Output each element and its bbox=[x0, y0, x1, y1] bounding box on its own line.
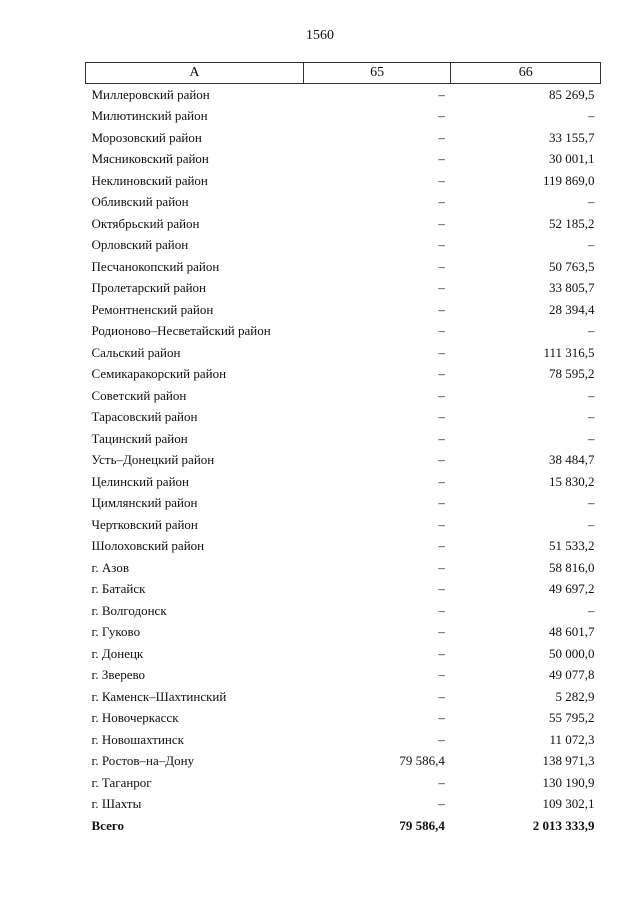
row-value-66: – bbox=[588, 387, 595, 403]
row-value-65: – bbox=[438, 387, 445, 403]
row-value-65: – bbox=[438, 172, 445, 188]
table-row bbox=[86, 106, 601, 128]
table-row bbox=[86, 127, 601, 149]
row-name: Тарасовский район bbox=[91, 409, 198, 425]
row-value-65: – bbox=[438, 452, 445, 468]
row-value-66: 15 830,2 bbox=[549, 473, 595, 489]
table-row bbox=[86, 149, 601, 171]
table-row bbox=[86, 299, 601, 321]
row-value-65: – bbox=[438, 473, 445, 489]
row-value-65: – bbox=[438, 280, 445, 296]
table-row bbox=[86, 428, 601, 450]
row-value-65: – bbox=[438, 430, 445, 446]
row-name: г. Новошахтинск bbox=[91, 731, 184, 747]
table-row bbox=[86, 364, 601, 386]
row-value-66: 78 595,2 bbox=[549, 366, 595, 382]
row-name: г. Гуково bbox=[91, 624, 141, 640]
table-row bbox=[86, 84, 601, 106]
row-value-66: 55 795,2 bbox=[549, 710, 595, 726]
row-value-66: – bbox=[588, 409, 595, 425]
row-value-65: – bbox=[438, 151, 445, 167]
row-value-66: – bbox=[588, 237, 595, 253]
row-name: Цимлянский район bbox=[91, 495, 198, 511]
row-name: г. Батайск bbox=[91, 581, 146, 597]
row-name: Мясниковский район bbox=[91, 151, 209, 167]
row-value-66: 85 269,5 bbox=[549, 86, 595, 102]
row-name: г. Азов bbox=[91, 559, 129, 575]
table-row bbox=[86, 665, 601, 687]
table-row bbox=[86, 794, 601, 816]
row-name: Сальский район bbox=[91, 344, 181, 360]
row-value-66: 109 302,1 bbox=[542, 796, 595, 812]
row-value-65: – bbox=[438, 796, 445, 812]
row-value-65: – bbox=[438, 731, 445, 747]
row-name: г. Ростов–на–Дону bbox=[91, 753, 195, 769]
row-value-66: 58 816,0 bbox=[549, 559, 595, 575]
row-value-66: 111 316,5 bbox=[543, 344, 595, 360]
row-name: Орловский район bbox=[91, 237, 189, 253]
row-value-66: 119 869,0 bbox=[542, 172, 595, 188]
table-row bbox=[86, 278, 601, 300]
table-row bbox=[86, 213, 601, 235]
row-value-65: – bbox=[438, 86, 445, 102]
table-row bbox=[86, 407, 601, 429]
row-value-66: 5 282,9 bbox=[555, 688, 595, 704]
table-row bbox=[86, 235, 601, 257]
row-name: Морозовский район bbox=[91, 129, 202, 145]
table-row bbox=[86, 686, 601, 708]
table-row bbox=[86, 751, 601, 773]
row-value-66: – bbox=[588, 430, 595, 446]
table-row bbox=[86, 450, 601, 472]
row-name: Милютинский район bbox=[91, 108, 208, 124]
row-value-66: 33 155,7 bbox=[549, 129, 595, 145]
row-name: Неклиновский район bbox=[91, 172, 208, 188]
table-row bbox=[86, 385, 601, 407]
row-name: Ремонтненский район bbox=[91, 301, 214, 317]
row-name: Семикаракорский район bbox=[91, 366, 227, 382]
row-value-65: – bbox=[438, 645, 445, 661]
row-value-65: – bbox=[438, 602, 445, 618]
table-row bbox=[86, 536, 601, 558]
table-row bbox=[86, 493, 601, 515]
row-name: Чертковский район bbox=[91, 516, 198, 532]
row-value-65: – bbox=[438, 710, 445, 726]
table-row bbox=[86, 514, 601, 536]
row-value-65: – bbox=[438, 258, 445, 274]
table-row bbox=[86, 600, 601, 622]
row-value-65: – bbox=[438, 366, 445, 382]
row-value-65: 79 586,4 bbox=[399, 817, 445, 833]
row-name: Пролетарский район bbox=[91, 280, 207, 296]
table-row bbox=[86, 342, 601, 364]
row-value-66: 138 971,3 bbox=[542, 753, 595, 769]
row-value-66: 11 072,3 bbox=[549, 731, 595, 747]
row-name: г. Новочеркасск bbox=[91, 710, 179, 726]
row-name: г. Каменск–Шахтинский bbox=[91, 688, 227, 704]
row-name: г. Волгодонск bbox=[91, 602, 167, 618]
row-name: Шолоховский район bbox=[91, 538, 205, 554]
row-name: г. Таганрог bbox=[91, 774, 152, 790]
row-value-66: – bbox=[588, 495, 595, 511]
row-value-65: – bbox=[438, 344, 445, 360]
table-header bbox=[86, 63, 601, 84]
row-value-66: 130 190,9 bbox=[542, 774, 595, 790]
row-name: г. Зверево bbox=[91, 667, 146, 683]
table-row bbox=[86, 729, 601, 751]
row-value-65: 79 586,4 bbox=[399, 753, 445, 769]
row-value-65: – bbox=[438, 581, 445, 597]
row-value-66: 50 763,5 bbox=[549, 258, 595, 274]
header-col-a: А bbox=[86, 63, 304, 84]
table-row bbox=[86, 772, 601, 794]
page-number: 1560 bbox=[306, 28, 334, 43]
header-col-65: 65 bbox=[303, 63, 451, 84]
row-value-66: – bbox=[588, 323, 595, 339]
row-name: Тацинский район bbox=[91, 430, 188, 446]
row-value-66: 50 000,0 bbox=[549, 645, 595, 661]
row-value-65: – bbox=[438, 516, 445, 532]
row-value-65: – bbox=[438, 237, 445, 253]
row-value-65: – bbox=[438, 774, 445, 790]
row-value-65: – bbox=[438, 495, 445, 511]
row-value-66: – bbox=[588, 194, 595, 210]
row-value-66: 51 533,2 bbox=[549, 538, 595, 554]
row-name: Всего bbox=[91, 817, 124, 833]
row-value-66: – bbox=[588, 602, 595, 618]
row-name: г. Шахты bbox=[91, 796, 142, 812]
row-value-66: – bbox=[588, 108, 595, 124]
table-row bbox=[86, 643, 601, 665]
row-value-66: 38 484,7 bbox=[549, 452, 595, 468]
row-name: Миллеровский район bbox=[91, 86, 210, 102]
row-value-65: – bbox=[438, 624, 445, 640]
table-row bbox=[86, 708, 601, 730]
row-value-66: 49 697,2 bbox=[549, 581, 595, 597]
row-value-65: – bbox=[438, 409, 445, 425]
row-name: Песчанокопский район bbox=[91, 258, 220, 274]
row-value-65: – bbox=[438, 559, 445, 575]
row-value-65: – bbox=[438, 538, 445, 554]
table-row bbox=[86, 557, 601, 579]
table-row bbox=[86, 471, 601, 493]
table-row bbox=[86, 256, 601, 278]
row-value-65: – bbox=[438, 108, 445, 124]
table-row bbox=[86, 170, 601, 192]
row-name: Родионово–Несветайский район bbox=[91, 323, 271, 339]
row-value-65: – bbox=[438, 215, 445, 231]
row-value-66: 49 077,8 bbox=[549, 667, 595, 683]
row-value-66: 33 805,7 bbox=[549, 280, 595, 296]
row-value-66: 2 013 333,9 bbox=[532, 817, 595, 833]
row-value-65: – bbox=[438, 323, 445, 339]
data-table bbox=[85, 62, 601, 837]
row-value-66: 30 001,1 bbox=[549, 151, 595, 167]
row-name: Целинский район bbox=[91, 473, 189, 489]
row-value-65: – bbox=[438, 301, 445, 317]
table-body bbox=[86, 84, 601, 837]
row-value-65: – bbox=[438, 688, 445, 704]
table-row bbox=[86, 321, 601, 343]
row-name: Октябрьский район bbox=[91, 215, 200, 231]
row-name: Обливский район bbox=[91, 194, 189, 210]
table-row bbox=[86, 622, 601, 644]
row-value-66: 28 394,4 bbox=[549, 301, 595, 317]
row-name: Советский район bbox=[91, 387, 187, 403]
row-name: Усть–Донецкий район bbox=[91, 452, 215, 468]
row-value-65: – bbox=[438, 129, 445, 145]
row-name: г. Донецк bbox=[91, 645, 144, 661]
row-value-65: – bbox=[438, 194, 445, 210]
table-row bbox=[86, 579, 601, 601]
table-row bbox=[86, 192, 601, 214]
row-value-66: – bbox=[588, 516, 595, 532]
row-value-66: 48 601,7 bbox=[549, 624, 595, 640]
row-value-66: 52 185,2 bbox=[549, 215, 595, 231]
header-col-66: 66 bbox=[451, 63, 601, 84]
table-total-row bbox=[86, 815, 601, 837]
row-value-65: – bbox=[438, 667, 445, 683]
